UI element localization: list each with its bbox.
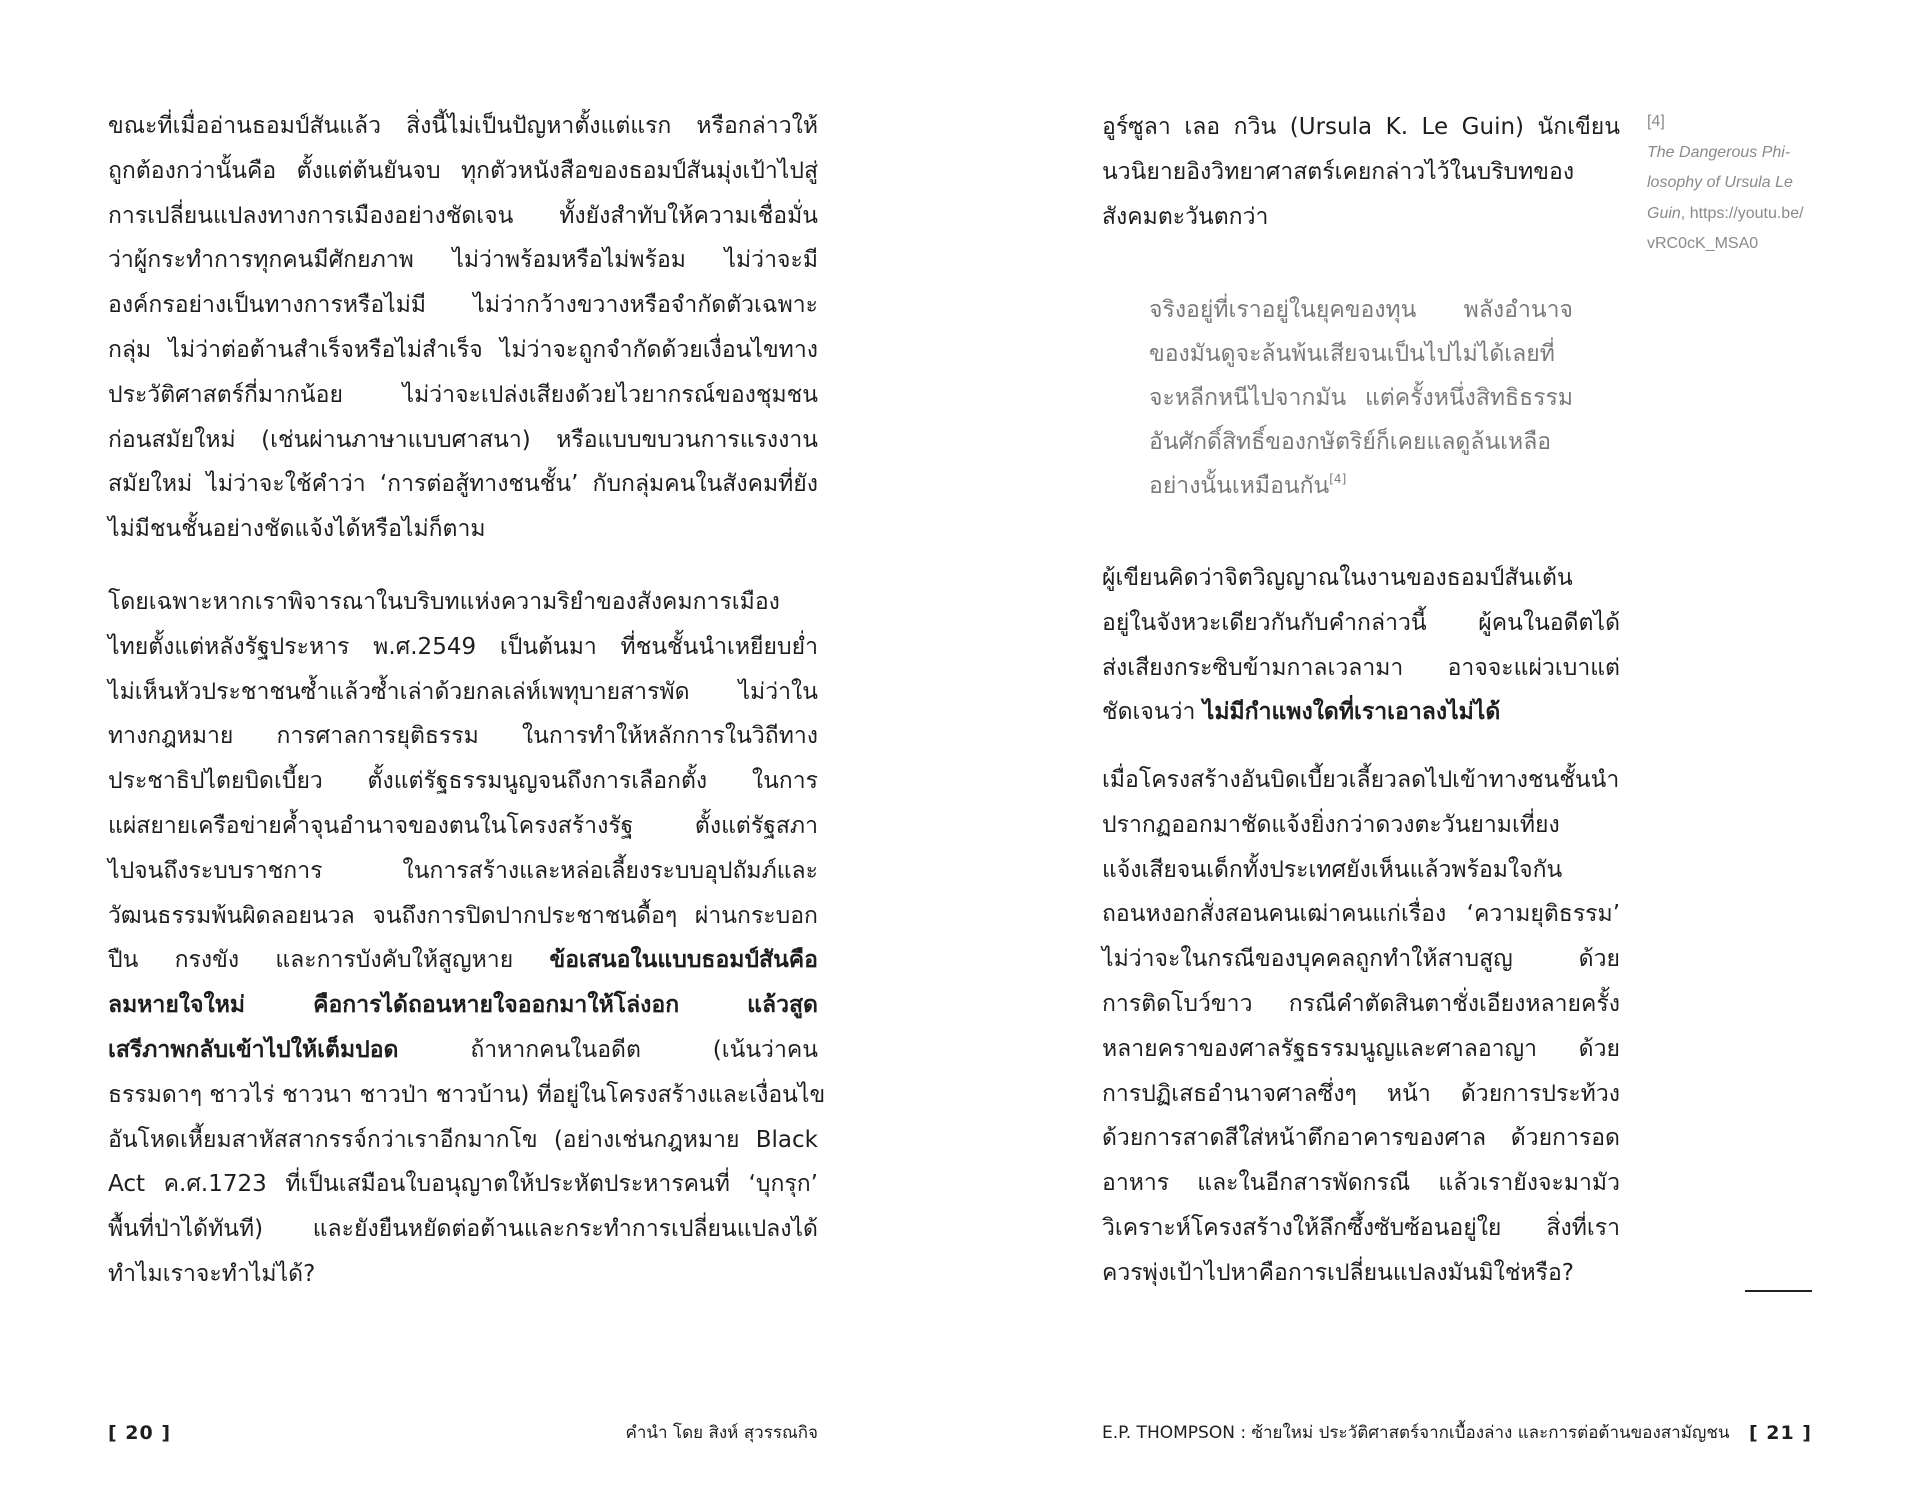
text-segment: ประวัติศาสตร์กี่มากน้อย ไม่ว่าจะเปล่งเสียงด้วยไวยากรณ์ของชุมชน <box>108 381 818 408</box>
text-segment: ไม่ว่าจะในกรณีของบุคคลถูกทำให้สาบสูญ ด้วย <box>1102 946 1620 973</box>
text-line <box>108 804 818 849</box>
footnote-url: , https://youtu.be/ <box>1680 204 1804 222</box>
text-segment: การเปลี่ยนแปลงทางการเมืองอย่างชัดเจน ทั้งยังสำทับให้ความเชื่อมั่น <box>108 202 818 229</box>
body-paragraph <box>1102 758 1620 1296</box>
bold-text: ข้อเสนอในแบบธอมป์สันคือ <box>549 947 818 974</box>
text-line <box>108 238 818 283</box>
text-line <box>108 194 818 239</box>
text-segment: กลุ่ม ไม่ว่าต่อต้านสำเร็จหรือไม่สำเร็จ ไม่ว่าจะถูกจำกัดด้วยเงื่อนไขทาง <box>108 336 818 363</box>
text-line <box>108 104 818 149</box>
text-line <box>108 938 818 983</box>
text-line <box>1102 803 1620 848</box>
text-segment: สังคมตะวันตกว่า <box>1102 203 1269 230</box>
text-segment: อูร์ซูลา เลอ กวิน (Ursula K. Le Guin) นักเขียน <box>1102 114 1620 140</box>
text-segment: การปฏิเสธอำนาจศาลซึ่งๆ หน้า ด้วยการประท้วง <box>1102 1080 1620 1107</box>
text-segment: ส่งเสียงกระซิบข้ามกาลเวลามา อาจจะแผ่วเบาแต่ <box>1102 654 1620 681</box>
text-line <box>1149 332 1573 376</box>
text-line <box>108 625 818 670</box>
text-line <box>108 983 818 1028</box>
text-line <box>108 462 818 507</box>
body-paragraph <box>108 104 818 552</box>
text-segment: จริงอยู่ที่เราอยู่ในยุคของทุน พลังอำนาจ <box>1149 297 1573 323</box>
text-segment: อาหาร และในอีกสารพัดกรณี แล้วเรายังจะมามัว <box>1102 1170 1620 1197</box>
text-line <box>108 373 818 418</box>
text-line <box>108 418 818 463</box>
bold-text: เสรีภาพกลับเข้าไปให้เต็มปอด <box>108 1036 399 1063</box>
intro-paragraph <box>1102 105 1620 239</box>
text-line <box>1102 105 1620 150</box>
text-line <box>1149 464 1573 508</box>
running-footer-left: คำนำ โดย สิงห์ สุวรรณกิจ <box>625 1423 818 1443</box>
text-line <box>108 507 818 552</box>
bold-text: ไม่มีกำแพงใดที่เราเอาลงไม่ได้ <box>1202 699 1501 726</box>
footnote-title-line: losophy of Ursula Le <box>1647 174 1793 192</box>
text-line <box>1149 288 1573 332</box>
body-paragraph <box>108 580 826 1297</box>
text-line <box>1102 1027 1620 1072</box>
text-segment: ไทยตั้งแต่หลังรัฐประหาร พ.ศ.2549 เป็นต้นมา ที่ชนชั้นนำเหยียบย่ำ <box>108 633 818 660</box>
running-footer-right: E.P. THOMPSON : ซ้ายใหม่ ประวัติศาสตร์จากเบื้องล่าง และการต่อต้านของสามัญชน <box>1102 1423 1730 1443</box>
footnote-title-line: The Dangerous Phi- <box>1647 143 1791 161</box>
text-line <box>108 149 818 194</box>
text-segment: ทางกฎหมาย การศาลการยุติธรรม ในการทำให้หลักการในวิถีทาง <box>108 723 818 750</box>
end-rule-divider <box>1745 1290 1812 1292</box>
block-quote <box>1149 288 1573 508</box>
text-segment: สมัยใหม่ ไม่ว่าจะใช้คำว่า ‘การต่อสู้ทางชนชั้น’ กับกลุ่มคนในสังคมที่ยัง <box>108 471 818 498</box>
text-segment: อยู่ในจังหวะเดียวกันกับคำกล่าวนี้ ผู้คนในอดีตได้ <box>1102 609 1620 636</box>
text-line <box>1102 982 1620 1027</box>
text-line <box>1102 892 1620 937</box>
text-segment: ชัดเจนว่า <box>1102 699 1203 726</box>
text-segment: ของมันดูจะล้นพ้นเสียจนเป็นไปไม่ได้เลยที่ <box>1149 341 1555 367</box>
footnote-reference: [4] <box>1329 472 1347 486</box>
text-segment: อันโหดเหี้ยมสาหัสสากรรจ์กว่าเราอีกมากโข (อย่างเช่นกฎหมาย Black <box>108 1126 818 1153</box>
text-segment: ถอนหงอกสั่งสอนคนเฒ่าคนแก่เรื่อง ‘ความยุติธรรม’ <box>1102 901 1620 928</box>
text-line <box>108 1162 818 1207</box>
text-line <box>1102 1206 1620 1251</box>
footnote-marker: [4] <box>1647 113 1665 130</box>
text-segment: โดยเฉพาะหากเราพิจารณาในบริบทแห่งความริยำของสังคมการเมือง <box>108 589 780 615</box>
text-line <box>108 1073 826 1118</box>
text-segment: ผู้เขียนคิดว่าจิตวิญญาณในงานของธอมป์สันเต้น <box>1102 565 1573 591</box>
text-segment: หลายคราของศาลรัฐธรรมนูญและศาลอาญา ด้วย <box>1102 1035 1620 1062</box>
footnote-url: vRC0cK_MSA0 <box>1647 235 1759 253</box>
text-line <box>108 1118 818 1163</box>
text-segment: ด้วยการสาดสีใส่หน้าตึกอาคารของศาล ด้วยการอด <box>1102 1125 1620 1152</box>
text-segment: อย่างนั้นเหมือนกัน <box>1149 473 1330 499</box>
text-line <box>108 1207 818 1252</box>
text-line <box>1102 1251 1620 1296</box>
page-number-right: [ 21 ] <box>1748 1422 1812 1444</box>
text-line <box>1102 1072 1620 1117</box>
text-segment: การติดโบว์ขาว กรณีคำตัดสินตาชั่งเอียงหลายครั้ง <box>1102 990 1620 1017</box>
body-paragraph <box>1102 556 1620 735</box>
text-line <box>108 759 818 804</box>
text-segment: ปืน กรงขัง และการบังคับให้สูญหาย <box>108 947 550 974</box>
text-segment: ทำไมเราจะทำไม่ได้? <box>108 1260 316 1287</box>
text-segment: ไม่มีชนชั้นอย่างชัดแจ้งได้หรือไม่ก็ตาม <box>108 516 486 543</box>
text-line <box>1102 150 1620 195</box>
text-segment: ถ้าหากคนในอดีต (เน้นว่าคน <box>398 1036 818 1063</box>
text-segment: วิเคราะห์โครงสร้างให้ลึกซึ้งซับซ้อนอยู่ใย สิ่งที่เรา <box>1102 1214 1620 1241</box>
text-line <box>1102 1161 1620 1206</box>
text-segment: แผ่สยายเครือข่ายค้ำจุนอำนาจของตนในโครงสร้างรัฐ ตั้งแต่รัฐสภา <box>108 812 818 839</box>
text-segment: ธรรมดาๆ ชาวไร่ ชาวนา ชาวป่า ชาวบ้าน) ที่อยู่ในโครงสร้างและเงื่อนไข <box>108 1081 826 1108</box>
text-segment: ประชาธิปไตยบิดเบี้ยว ตั้งแต่รัฐธรรมนูญจนถึงการเลือกตั้ง ในการ <box>108 768 818 795</box>
text-line <box>108 894 818 939</box>
text-line <box>108 714 818 759</box>
text-segment: นวนิยายอิงวิทยาศาสตร์เคยกล่าวไว้ในบริบทของ <box>1102 158 1575 185</box>
text-segment: ว่าผู้กระทำการทุกคนมีศักยภาพ ไม่ว่าพร้อมหรือไม่พร้อม ไม่ว่าจะมี <box>108 247 818 274</box>
text-segment: วัฒนธรรมพ้นผิดลอยนวล จนถึงการปิดปากประชาชนดื้อๆ ผ่านกระบอก <box>108 902 818 929</box>
text-line <box>1102 690 1620 735</box>
text-line <box>1102 601 1620 646</box>
text-line <box>108 670 818 715</box>
text-segment: ไปจนถึงระบบราชการ ในการสร้างและหล่อเลี้ยงระบบอุปถัมภ์และ <box>108 857 818 884</box>
text-segment: ปรากฏออกมาชัดแจ้งยิ่งกว่าดวงตะวันยามเที่ยง <box>1102 811 1560 838</box>
text-segment: Act ค.ศ.1723 ที่เป็นเสมือนใบอนุญาตให้ประหัตประหารคนที่ ‘บุกรุก’ <box>108 1171 818 1198</box>
text-line <box>1149 376 1573 420</box>
text-line <box>108 1028 818 1073</box>
text-segment: ถูกต้องกว่านั้นคือ ตั้งแต่ต้นยันจบ ทุกตัวหนังสือของธอมป์สันมุ่งเป้าไปสู่ <box>108 157 818 184</box>
text-line <box>1102 1116 1620 1161</box>
text-line <box>1102 937 1620 982</box>
sidenote-footnote <box>1647 107 1817 260</box>
text-segment: เมื่อโครงสร้างอันบิดเบี้ยวเลี้ยวลดไปเข้าทางชนชั้นนำ <box>1102 767 1620 793</box>
text-line <box>1102 195 1620 240</box>
text-segment: ก่อนสมัยใหม่ (เช่นผ่านภาษาแบบศาสนา) หรือแบบขบวนการแรงงาน <box>108 426 818 453</box>
text-line <box>108 580 818 625</box>
bold-text: ลมหายใจใหม่ คือการได้ถอนหายใจออกมาให้โล่งอก แล้วสูด <box>108 992 818 1019</box>
text-line <box>108 328 818 373</box>
text-line <box>1102 848 1620 893</box>
text-segment: ขณะที่เมื่ออ่านธอมป์สันแล้ว สิ่งนี้ไม่เป็นปัญหาตั้งแต่แรก หรือกล่าวให้ <box>108 113 818 139</box>
text-line <box>1149 420 1573 464</box>
text-segment: องค์กรอย่างเป็นทางการหรือไม่มี ไม่ว่ากว้างขวางหรือจำกัดตัวเฉพาะ <box>108 292 818 319</box>
text-line <box>1102 646 1620 691</box>
text-segment: ไม่เห็นหัวประชาชนซ้ำแล้วซ้ำเล่าด้วยกลเล่ห์เพทุบายสารพัด ไม่ว่าใน <box>108 678 818 705</box>
page-number-left: [ 20 ] <box>108 1422 172 1444</box>
text-segment: จะหลีกหนีไปจากมัน แต่ครั้งหนึ่งสิทธิธรรม <box>1149 385 1573 411</box>
text-segment: พื้นที่ป่าได้ทันที) และยังยืนหยัดต่อต้านและกระทำการเปลี่ยนแปลงได้ <box>108 1216 818 1243</box>
text-segment: ควรพุ่งเป้าไปหาคือการเปลี่ยนแปลงมันมิใช่หรือ? <box>1102 1259 1574 1286</box>
text-line <box>1102 758 1620 803</box>
text-segment: อันศักดิ์สิทธิ์ของกษัตริย์ก็เคยแลดูล้นเหลือ <box>1149 429 1552 455</box>
text-line <box>108 1252 818 1297</box>
text-line <box>1102 556 1620 601</box>
footnote-title-line: Guin <box>1647 204 1681 222</box>
text-segment: แจ้งเสียจนเด็กทั้งประเทศยังเห็นแล้วพร้อมใจกัน <box>1102 856 1563 883</box>
text-line <box>108 283 818 328</box>
text-line <box>108 849 818 894</box>
